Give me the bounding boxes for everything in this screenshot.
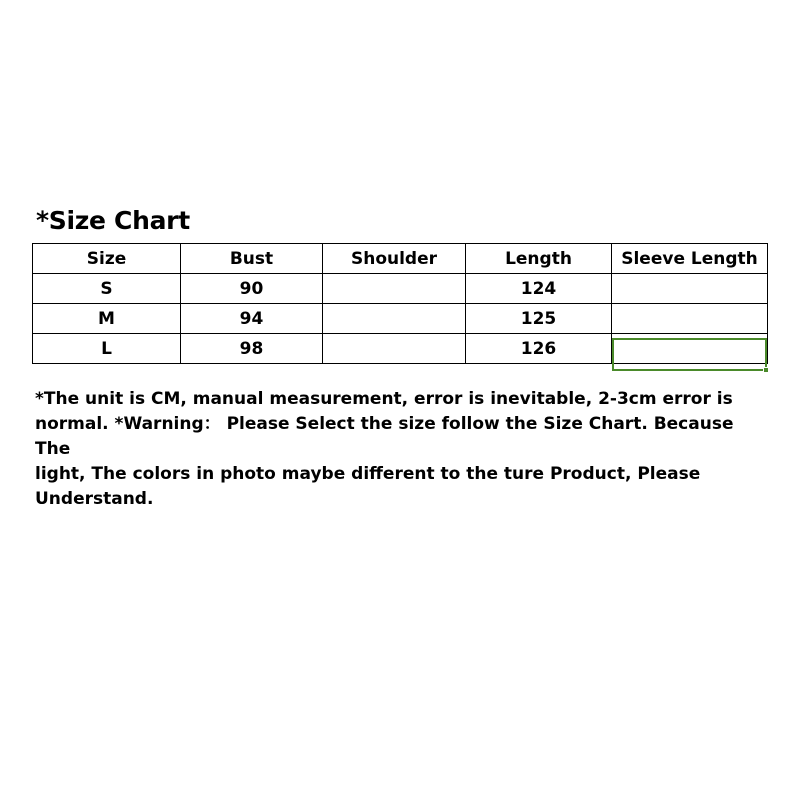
fill-handle[interactable] — [763, 367, 769, 373]
header-length[interactable]: Length — [466, 244, 612, 274]
header-sleeve-length[interactable]: Sleeve Length — [612, 244, 768, 274]
cell-length[interactable]: 126 — [466, 334, 612, 364]
cell-shoulder[interactable] — [323, 274, 466, 304]
cell-sleeve-length[interactable] — [612, 334, 768, 364]
table-row — [33, 304, 768, 334]
header-shoulder[interactable]: Shoulder — [323, 244, 466, 274]
header-size[interactable]: Size — [33, 244, 181, 274]
cell-shoulder[interactable] — [323, 334, 466, 364]
header-bust[interactable]: Bust — [181, 244, 323, 274]
cell-length[interactable]: 125 — [466, 304, 612, 334]
cell-length[interactable]: 124 — [466, 274, 612, 304]
cell-sleeve-length[interactable] — [612, 304, 768, 334]
size-chart-table — [32, 243, 768, 364]
table-row — [33, 334, 768, 364]
cell-sleeve-length[interactable] — [612, 274, 768, 304]
table-header-row — [33, 244, 768, 274]
cell-bust[interactable]: 90 — [181, 274, 323, 304]
size-chart-title: *Size Chart — [36, 206, 190, 235]
cell-bust[interactable]: 94 — [181, 304, 323, 334]
measurement-note: *The unit is CM, manual measurement, error is inevitable, 2-3cm error is normal. *Warning： Please Select the size follow the Size Chart. Because The light, The colors in photo maybe different to the ture Product, Please Understand. — [35, 389, 734, 509]
table-row — [33, 274, 768, 304]
cell-bust[interactable]: 98 — [181, 334, 323, 364]
cell-shoulder[interactable] — [323, 304, 466, 334]
cell-size[interactable]: L — [33, 334, 181, 364]
cell-size[interactable]: S — [33, 274, 181, 304]
cell-size[interactable]: M — [33, 304, 181, 334]
